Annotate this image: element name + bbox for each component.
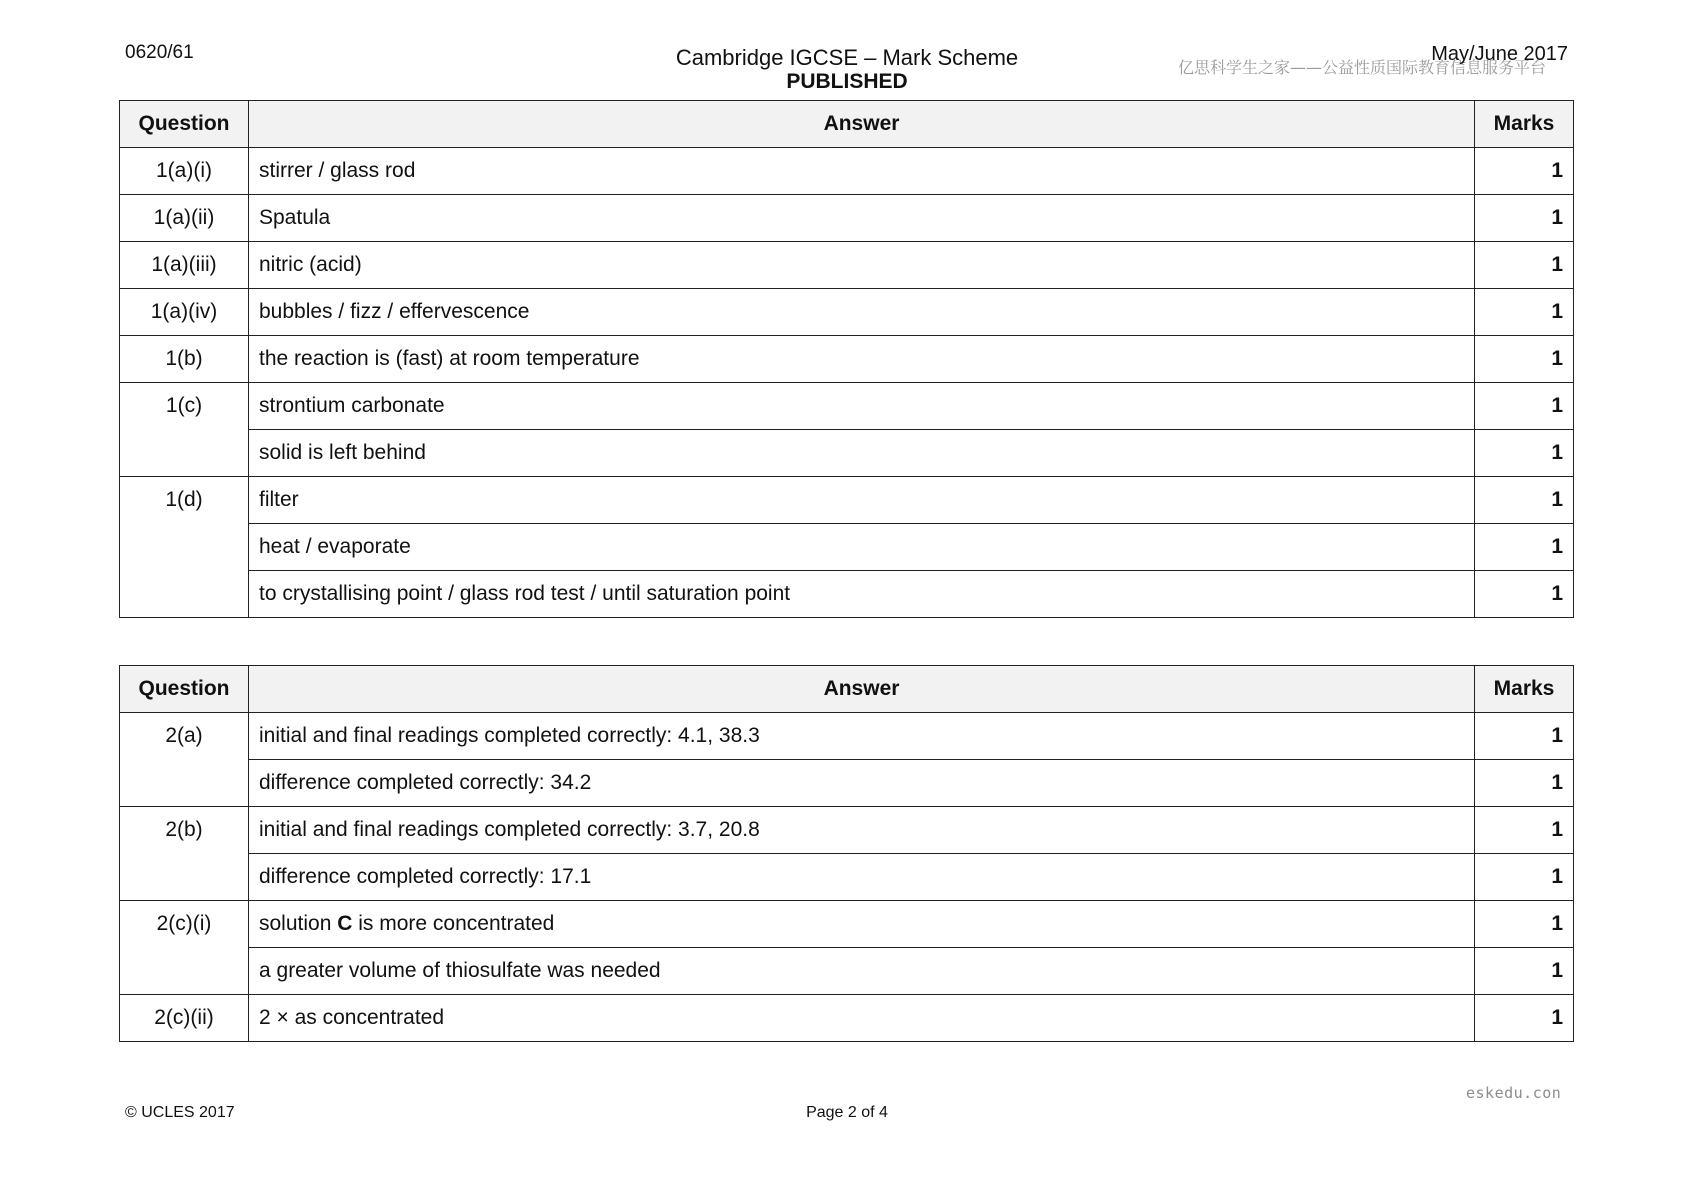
table-row bbox=[120, 901, 1574, 948]
answer-cell: heat / evaporate bbox=[249, 524, 1475, 571]
answer-cell: difference completed correctly: 34.2 bbox=[249, 760, 1475, 807]
exam-code: 0620/61 bbox=[125, 42, 194, 63]
marks-cell: 1 bbox=[1475, 195, 1574, 242]
answer-cell: to crystallising point / glass rod test / until saturation point bbox=[249, 571, 1475, 618]
marks-cell: 1 bbox=[1475, 901, 1574, 948]
marks-cell: 1 bbox=[1475, 571, 1574, 618]
marks-header: Marks bbox=[1475, 666, 1574, 713]
question-cell: 2(a) bbox=[120, 713, 249, 807]
document-title: Cambridge IGCSE – Mark Scheme bbox=[675, 45, 1019, 70]
question-header: Question bbox=[120, 666, 249, 713]
answer-cell: bubbles / fizz / effervescence bbox=[249, 289, 1475, 336]
mark-scheme-table-2 bbox=[119, 665, 1574, 1042]
answer-cell: stirrer / glass rod bbox=[249, 148, 1475, 195]
answer-cell: solid is left behind bbox=[249, 430, 1475, 477]
question-cell: 1(a)(ii) bbox=[120, 195, 249, 242]
copyright: © UCLES 2017 bbox=[125, 1104, 235, 1121]
table-row bbox=[120, 242, 1574, 289]
marks-cell: 1 bbox=[1475, 242, 1574, 289]
marks-cell: 1 bbox=[1475, 524, 1574, 571]
answer-cell: strontium carbonate bbox=[249, 383, 1475, 430]
answer-header: Answer bbox=[249, 101, 1475, 148]
answer-header: Answer bbox=[249, 666, 1475, 713]
answer-cell: nitric (acid) bbox=[249, 242, 1475, 289]
answer-cell: a greater volume of thiosulfate was needed bbox=[249, 948, 1475, 995]
table-row bbox=[120, 383, 1574, 430]
exam-session: May/June 2017 bbox=[1431, 43, 1568, 65]
marks-cell: 1 bbox=[1475, 948, 1574, 995]
answer-cell: the reaction is (fast) at room temperature bbox=[249, 336, 1475, 383]
table-row bbox=[120, 995, 1574, 1042]
table-row bbox=[120, 524, 1574, 571]
table-row bbox=[120, 571, 1574, 618]
table-row bbox=[120, 807, 1574, 854]
marks-cell: 1 bbox=[1475, 995, 1574, 1042]
answer-cell: Spatula bbox=[249, 195, 1475, 242]
question-header: Question bbox=[120, 101, 249, 148]
answer-cell: filter bbox=[249, 477, 1475, 524]
marks-cell: 1 bbox=[1475, 430, 1574, 477]
answer-cell: initial and final readings completed correctly: 4.1, 38.3 bbox=[249, 713, 1475, 760]
marks-cell: 1 bbox=[1475, 713, 1574, 760]
answer-cell bbox=[249, 901, 1475, 948]
answer-bold-text: C bbox=[337, 912, 353, 935]
page-number: Page 2 of 4 bbox=[806, 1104, 888, 1121]
marks-cell: 1 bbox=[1475, 289, 1574, 336]
table-row bbox=[120, 477, 1574, 524]
question-cell: 1(d) bbox=[120, 477, 249, 618]
answer-text: is more concentrated bbox=[352, 912, 555, 935]
table-body bbox=[120, 713, 1574, 1042]
table-row bbox=[120, 713, 1574, 760]
marks-cell: 1 bbox=[1475, 383, 1574, 430]
table-row bbox=[120, 289, 1574, 336]
marks-cell: 1 bbox=[1475, 807, 1574, 854]
question-cell: 1(a)(i) bbox=[120, 148, 249, 195]
table-row bbox=[120, 948, 1574, 995]
marks-cell: 1 bbox=[1475, 854, 1574, 901]
question-cell: 2(c)(i) bbox=[120, 901, 249, 995]
question-cell: 1(b) bbox=[120, 336, 249, 383]
table-row bbox=[120, 195, 1574, 242]
table-header-row bbox=[120, 666, 1574, 713]
marks-header: Marks bbox=[1475, 101, 1574, 148]
document-subtitle: PUBLISHED bbox=[786, 70, 908, 93]
table-row bbox=[120, 336, 1574, 383]
answer-cell: 2 × as concentrated bbox=[249, 995, 1475, 1042]
marks-cell: 1 bbox=[1475, 760, 1574, 807]
site-watermark: eskedu.con bbox=[1466, 1084, 1562, 1102]
question-cell: 2(b) bbox=[120, 807, 249, 901]
table-row bbox=[120, 760, 1574, 807]
question-cell: 1(c) bbox=[120, 383, 249, 477]
watermark-text: 亿思科学生之家——公益性质国际教育信息服务平台 bbox=[1178, 58, 1547, 77]
question-cell: 1(a)(iv) bbox=[120, 289, 249, 336]
mark-scheme-table-1 bbox=[119, 100, 1574, 618]
answer-text: solution bbox=[259, 912, 338, 935]
question-cell: 1(a)(iii) bbox=[120, 242, 249, 289]
answer-cell: initial and final readings completed correctly: 3.7, 20.8 bbox=[249, 807, 1475, 854]
marks-cell: 1 bbox=[1475, 336, 1574, 383]
table-row bbox=[120, 148, 1574, 195]
table-header-row bbox=[120, 101, 1574, 148]
question-cell: 2(c)(ii) bbox=[120, 995, 249, 1042]
marks-cell: 1 bbox=[1475, 148, 1574, 195]
marks-cell: 1 bbox=[1475, 477, 1574, 524]
table-body bbox=[120, 148, 1574, 618]
table-row bbox=[120, 430, 1574, 477]
answer-cell: difference completed correctly: 17.1 bbox=[249, 854, 1475, 901]
table-row bbox=[120, 854, 1574, 901]
